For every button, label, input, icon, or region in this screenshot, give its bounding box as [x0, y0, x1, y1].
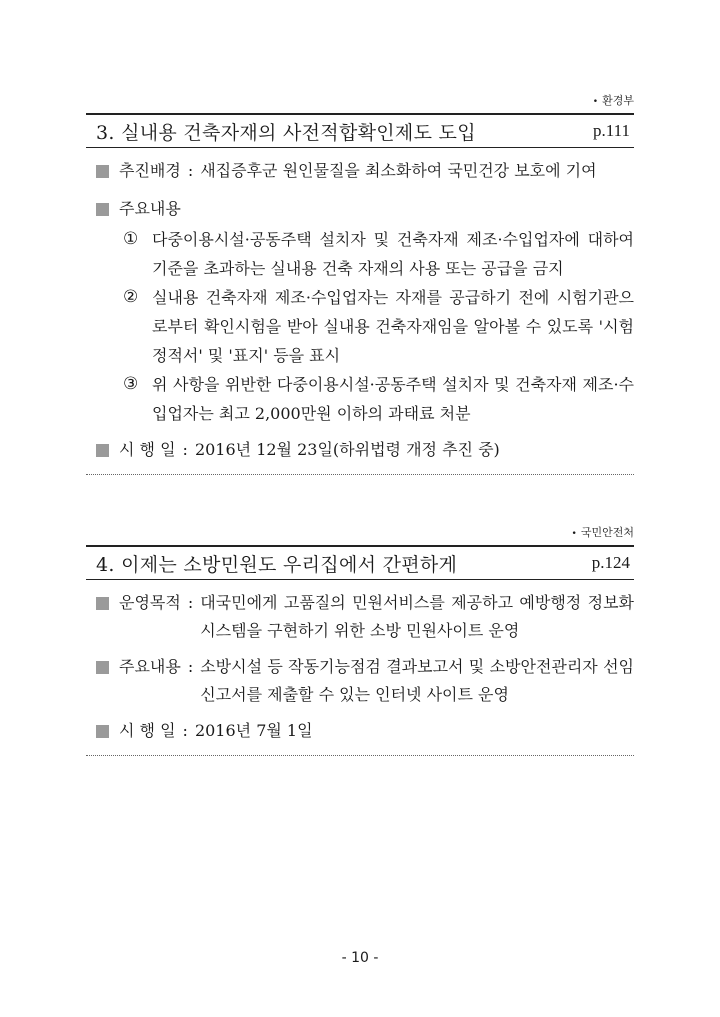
separator: :: [187, 161, 194, 180]
separator: :: [187, 657, 194, 676]
dotted-divider: [86, 474, 634, 475]
list-item: [96, 225, 634, 283]
bullet-dot-icon: •: [571, 529, 577, 539]
purpose-text: 대국민에게 고품질의 민원서비스를 제공하고 예방행정 정보화시스템을 구현하기 위한 소방 민원사이트 운영: [200, 593, 634, 640]
item-marker: ①: [123, 229, 139, 249]
section-content: [86, 157, 634, 464]
effective-text: 2016년 12월 23일(하위법령 개정 추진 중): [194, 440, 500, 459]
item-marker: ②: [123, 287, 139, 307]
effective-label: 시 행 일: [119, 721, 176, 740]
separator: :: [182, 721, 188, 740]
square-bullet-icon: [96, 725, 109, 738]
purpose-label: 운영목적: [119, 593, 181, 612]
content-label: 주요내용: [119, 657, 181, 676]
square-bullet-icon: [96, 165, 109, 178]
dotted-divider: [86, 755, 634, 756]
separator: :: [182, 440, 188, 459]
section-content: [86, 589, 634, 745]
square-bullet-icon: [96, 444, 109, 457]
page-reference: p.124: [591, 553, 630, 572]
separator: :: [187, 593, 194, 612]
ministry-label: • 환경부: [592, 94, 634, 107]
effective-text: 2016년 7월 1일: [194, 721, 313, 740]
background-row: [96, 157, 634, 185]
square-bullet-icon: [96, 597, 109, 610]
section-title-bar: [86, 545, 634, 580]
bullet-dot-icon: •: [592, 97, 599, 107]
content-heading-row: [96, 195, 634, 223]
section-title: 4. 이제는 소방민원도 우리집에서 간편하게: [96, 553, 458, 576]
item-text: 다중이용시설·공동주택 설치자 및 건축자재 제조·수입업자에 대하여 기준을 초과하는 실내용 건축 자재의 사용 또는 공급을 금지: [152, 230, 634, 278]
square-bullet-icon: [96, 203, 109, 216]
list-item: [96, 370, 634, 428]
section-title: 3. 실내용 건축자재의 사전적합확인제도 도입: [96, 121, 476, 144]
purpose-row: [96, 589, 634, 645]
item-text: 실내용 건축자재 제조·수입업자는 자재를 공급하기 전에 시험기관으로부터 확인시험을 받아 실내용 건축자재임을 알아볼 수 있도록 '시험정적서' 및 '표지' 등을 표시: [152, 288, 634, 365]
section-title-bar: [86, 113, 634, 148]
page-reference: p.111: [593, 121, 630, 140]
content-row: [96, 653, 634, 709]
background-label: 추진배경: [119, 161, 181, 180]
effective-date-row: [96, 436, 634, 464]
item-text: 위 사항을 위반한 다중이용시설·공동주택 설치자 및 건축자재 제조·수입업자는 최고 2,000만원 이하의 과태료 처분: [152, 375, 634, 423]
background-text: 새집증후군 원인물질을 최소화하여 국민건강 보호에 기여: [200, 161, 597, 180]
effective-label: 시 행 일: [119, 440, 176, 459]
square-bullet-icon: [96, 661, 109, 674]
ministry-label: • 국민안전처: [571, 526, 634, 539]
section-4: [86, 526, 634, 756]
item-marker: ③: [123, 374, 139, 394]
section-3: [86, 94, 634, 475]
effective-date-row: [96, 717, 634, 745]
content-text: 소방시설 등 작동기능점검 결과보고서 및 소방안전관리자 선임신고서를 제출할 수 있는 인터넷 사이트 운영: [200, 657, 634, 704]
content-label: 주요내용: [119, 199, 181, 218]
list-item: [96, 283, 634, 370]
page-number: - 10 -: [341, 950, 379, 966]
